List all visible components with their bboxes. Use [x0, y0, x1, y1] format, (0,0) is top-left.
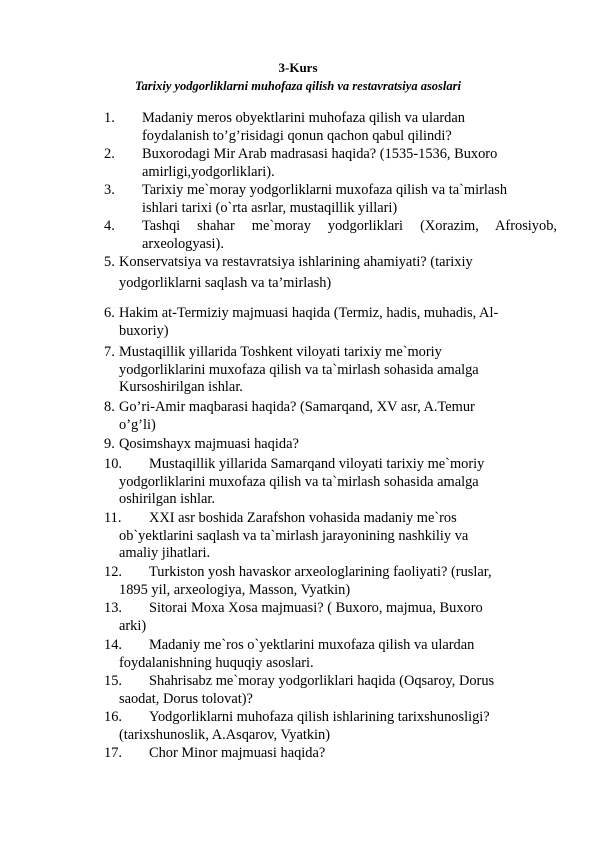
question-item	[104, 745, 325, 763]
question-text: Mustaqillik yillarida Samarqand viloyati tarixiy me`moriy	[149, 456, 485, 472]
question-number: 7.	[104, 344, 115, 360]
question-text: Kursoshirilgan ishlar.	[119, 379, 243, 396]
question-text: buxoriy)	[119, 322, 169, 339]
question-text: Qosimshayx majmuasi haqida?	[119, 436, 299, 452]
question-item	[104, 399, 475, 434]
question-text: Mustaqillik yillarida Toshkent viloyati tarixiy me`moriy	[119, 344, 442, 360]
question-text: ishlari tarixi (o`rta asrlar, mustaqillik yillari)	[142, 199, 398, 216]
question-number: 10.	[104, 456, 122, 472]
question-text: saodat, Dorus tolovat)?	[119, 690, 253, 707]
question-text: arxeologyasi).	[142, 235, 224, 252]
question-text: Go’ri-Amir maqbarasi haqida? (Samarqand, XV asr, A.Temur	[119, 399, 475, 415]
question-text: foydalanishning huquqiy asoslari.	[119, 654, 314, 671]
question-number: 6.	[104, 305, 115, 321]
question-item	[104, 146, 497, 181]
question-item	[104, 344, 479, 397]
question-text: oshirilgan ishlar.	[119, 491, 215, 508]
question-number: 2.	[104, 146, 115, 162]
question-number: 8.	[104, 399, 115, 415]
question-item	[104, 510, 468, 563]
question-number: 15.	[104, 673, 122, 689]
question-number: 11.	[104, 510, 122, 526]
question-text: Turkiston yosh havaskor arxeologlarining faoliyati? (ruslar,	[149, 564, 492, 580]
question-number: 14.	[104, 637, 122, 653]
question-item	[104, 182, 507, 217]
question-number: 5.	[104, 254, 115, 270]
question-item	[104, 709, 490, 744]
question-number: 16.	[104, 709, 122, 725]
question-text: yodgorliklarini muxofaza qilish va ta`mirlash sohasida amalga	[119, 361, 479, 378]
question-number: 4.	[104, 218, 115, 234]
question-number: 3.	[104, 182, 115, 198]
question-item	[104, 436, 299, 454]
question-text: arki)	[119, 617, 147, 634]
question-item	[104, 673, 494, 708]
question-text: XXI asr boshida Zarafshon vohasida madaniy me`ros	[149, 510, 457, 526]
question-text: Konservatsiya va restavratsiya ishlarining ahamiyati? (tarixiy	[119, 254, 473, 270]
question-text: (tarixshunoslik, A.Asqarov, Vyatkin)	[119, 726, 331, 743]
document-title: Tarixiy yodgorliklarni muhofaza qilish va restavratsiya asoslari	[135, 79, 461, 93]
question-text: o’g’li)	[119, 416, 156, 433]
question-text: foydalanish to’g’risidagi qonun qachon qabul qilindi?	[142, 127, 452, 144]
question-item	[104, 254, 473, 292]
question-text: Madaniy me`ros o`yektlarini muxofaza qilish va ulardan	[149, 637, 475, 653]
question-text: yodgorliklarini muxofaza qilish va ta`mirlash sohasida amalga	[119, 473, 479, 490]
question-item	[104, 637, 474, 672]
question-text: Sitorai Moxa Xosa majmuasi? ( Buxoro, majmua, Buxoro	[149, 600, 483, 616]
question-text: Tashqi shahar me`moray yodgorliklari (Xorazim, Afrosiyob,	[142, 218, 557, 234]
question-text: Chor Minor majmuasi haqida?	[149, 745, 326, 761]
question-text: amaliy jihatlari.	[119, 545, 211, 562]
question-item	[104, 218, 557, 253]
question-number: 9.	[104, 436, 115, 452]
question-text: 1895 yil, arxeologiya, Masson, Vyatkin)	[119, 581, 351, 598]
question-text: Hakim at-Termiziy majmuasi haqida (Termiz, hadis, muhadis, Al-	[119, 305, 499, 321]
question-text: Madaniy meros obyektlarini muhofaza qilish va ulardan	[142, 110, 465, 126]
question-number: 12.	[104, 564, 122, 580]
question-item	[104, 110, 465, 145]
question-number: 13.	[104, 600, 122, 616]
question-text: amirligi,yodgorliklari).	[142, 163, 275, 180]
course-label: 3-Kurs	[278, 60, 318, 75]
question-item	[104, 456, 484, 509]
question-number: 17.	[104, 745, 122, 761]
question-text: Tarixiy me`moray yodgorliklarni muxofaza qilish va ta`mirlash	[142, 182, 508, 198]
question-text: Buxorodagi Mir Arab madrasasi haqida? (1535-1536, Buxoro	[142, 146, 498, 162]
question-item	[104, 600, 483, 635]
question-text: yodgorliklarni saqlash va ta’mirlash)	[119, 274, 332, 291]
question-item	[104, 564, 492, 599]
question-text: ob`yektlarini saqlash va ta`mirlash jarayonining nashkiliy va	[119, 527, 469, 544]
question-item	[104, 305, 498, 340]
question-text: Yodgorliklarni muhofaza qilish ishlarining tarixshunosligi?	[149, 709, 490, 725]
document-header	[0, 60, 596, 94]
question-number: 1.	[104, 110, 115, 126]
question-text: Shahrisabz me`moray yodgorliklari haqida (Oqsaroy, Dorus	[149, 673, 495, 689]
